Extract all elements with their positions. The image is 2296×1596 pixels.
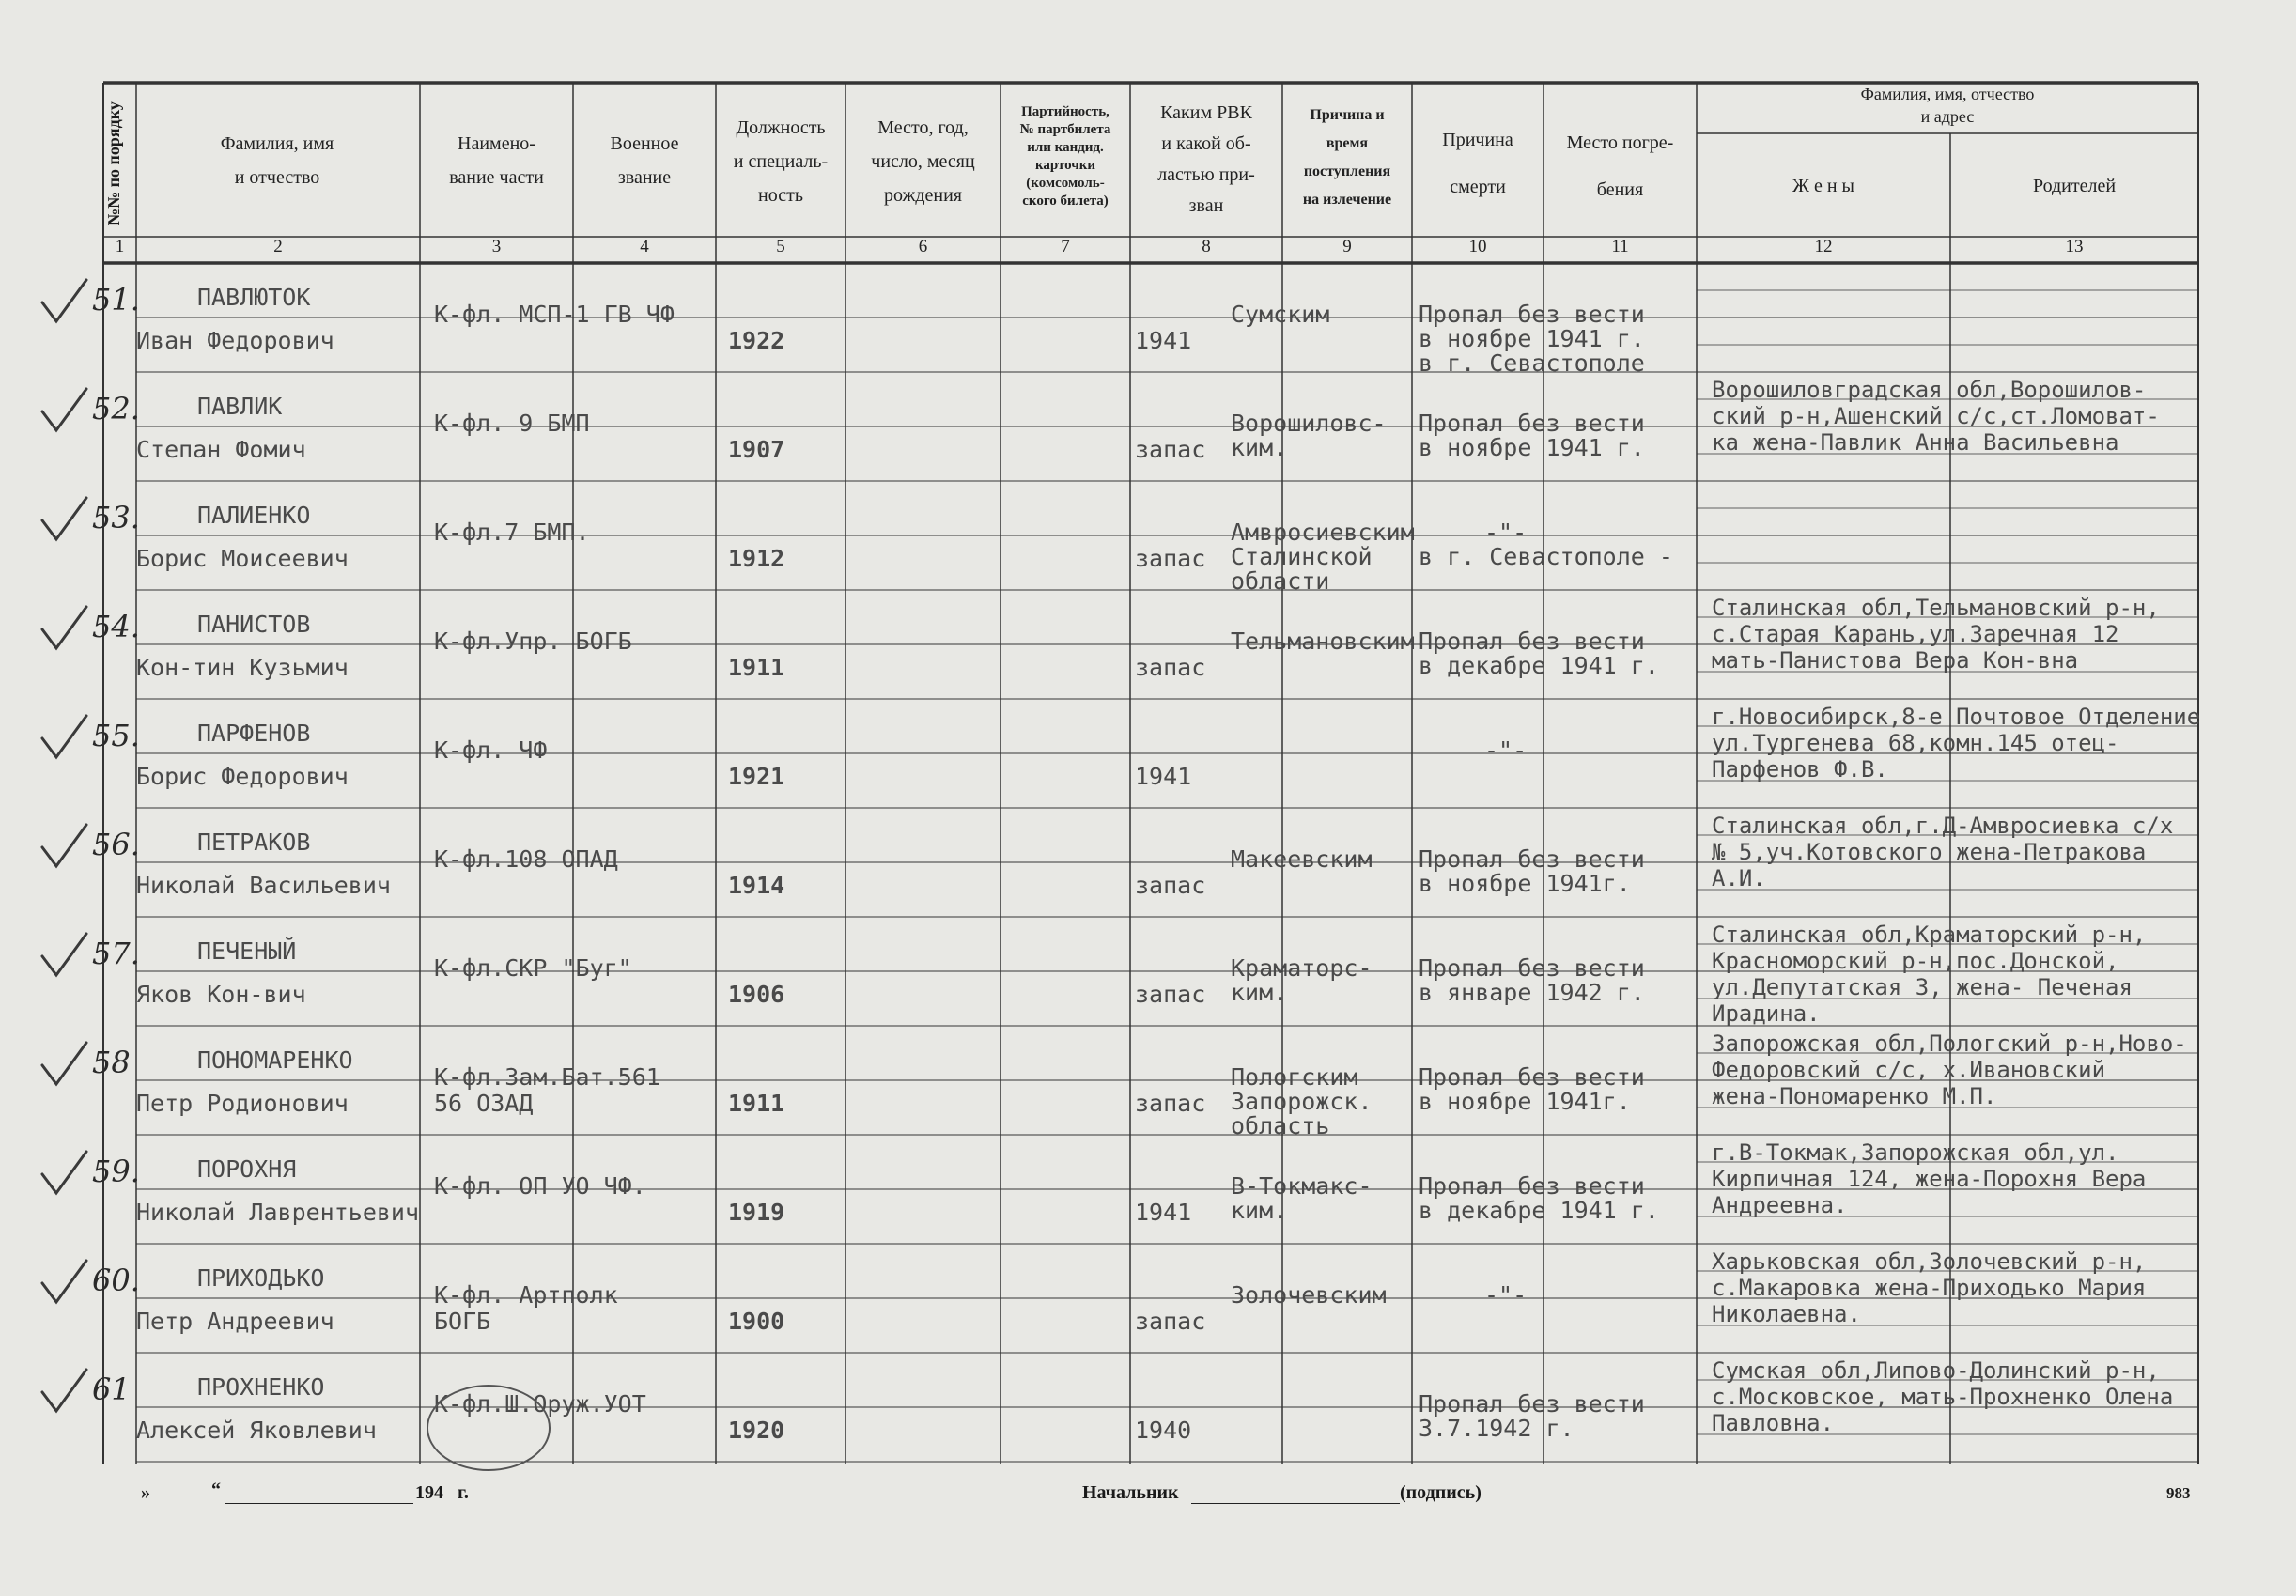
record-surname: ПОНОМАРЕНКО — [197, 1046, 353, 1074]
record-surname: ПАРФЕНОВ — [197, 720, 311, 747]
handwritten-circle — [427, 1386, 550, 1470]
record-rvk: Краматорс- — [1231, 954, 1373, 982]
record-rvk: Сумским — [1231, 301, 1330, 328]
record-number: 59. — [92, 1154, 140, 1189]
record-family-address: ский р-н,Ашенский с/с,ст.Ломоват- — [1712, 403, 2160, 429]
record-family-address: Красноморский р-н,пос.Донской, — [1712, 948, 2119, 974]
record-rvk: Тельмановским — [1231, 628, 1415, 655]
column-number: 3 — [491, 237, 502, 256]
record-death-cause: Пропал без вести — [1419, 1172, 1645, 1200]
column-number: 13 — [2065, 237, 2084, 256]
record-call-up: запас — [1135, 981, 1206, 1008]
record-given-names: Петр Родионович — [136, 1090, 349, 1117]
footer-signature-line — [1191, 1503, 1400, 1504]
record-surname: ПАВЛЮТОК — [197, 284, 311, 311]
check-mark — [42, 498, 86, 539]
record-rvk: Сталинской — [1231, 543, 1373, 570]
record-call-up: 1941 — [1135, 763, 1192, 790]
record-number: 58 — [92, 1045, 131, 1080]
record-unit: К-фл. ОП УО ЧФ. — [434, 1172, 646, 1200]
record-family-address: Андреевна. — [1712, 1192, 1848, 1218]
column-number: 6 — [918, 237, 928, 256]
record-rvk: Макеевским — [1231, 845, 1373, 873]
footer-chief-label: Начальник — [1082, 1482, 1179, 1503]
record-unit: К-фл. ЧФ — [434, 736, 548, 764]
record-unit: БОГБ — [434, 1308, 491, 1335]
header-col3: Наимено- вание части — [449, 133, 544, 188]
header-col8: Каким РВК и какой об- ластью при- зван — [1157, 102, 1255, 216]
record-death-cause: -"- — [1484, 1281, 1528, 1309]
record-death-cause: Пропал без вести — [1419, 410, 1645, 437]
header-col13: Родителей — [2032, 176, 2117, 196]
record-unit: К-фл.Зам.Бат.561 — [434, 1063, 660, 1091]
record-unit: 56 ОЗАД — [434, 1090, 534, 1117]
record-family-address: с.Старая Карань,ул.Заречная 12 — [1712, 621, 2119, 647]
record-rvk: Запорожск. — [1231, 1088, 1373, 1115]
record-family-address: Федоровский с/с, х.Ивановский — [1712, 1057, 2106, 1083]
header-col2: Фамилия, имя и отчество — [220, 133, 334, 188]
record-family-address: с.Московское, мать-Прохненко Олена — [1712, 1384, 2174, 1410]
record-surname: ПАЛИЕНКО — [197, 502, 311, 529]
record-call-up: 1941 — [1135, 1199, 1192, 1226]
record-family-address: Николаевна. — [1712, 1301, 1861, 1327]
record-death-cause: в ноябре 1941 г. — [1419, 434, 1645, 461]
record-call-up: запас — [1135, 654, 1206, 681]
record-rvk: ким. — [1231, 979, 1288, 1006]
footer-quote-left: » — [141, 1482, 150, 1503]
check-mark — [42, 716, 86, 757]
record-birth-year: 1911 — [728, 654, 785, 681]
record-number: 60. — [92, 1263, 140, 1298]
record-family-address: № 5,уч.Котовского жена-Петракова — [1712, 839, 2147, 865]
record-given-names: Алексей Яковлевич — [136, 1417, 377, 1444]
record-family-address: Сталинская обл,Тельмановский р-н, — [1712, 595, 2160, 621]
check-mark — [42, 934, 86, 975]
record-number: 55. — [92, 718, 140, 753]
record-surname: ПРОХНЕНКО — [197, 1373, 325, 1401]
check-mark — [42, 1261, 86, 1302]
column-number: 5 — [776, 237, 785, 256]
record-death-cause: Пропал без вести — [1419, 954, 1645, 982]
record-family-address: ул.Депутатская 3, жена- Печеная — [1712, 974, 2133, 1000]
record-rvk: Ворошиловс- — [1231, 410, 1387, 437]
record-number: 56. — [92, 827, 140, 862]
record-death-cause: Пропал без вести — [1419, 845, 1645, 873]
record-birth-year: 1906 — [728, 981, 785, 1008]
header-col11: Место погре- бения — [1566, 132, 1674, 200]
register-page: №№ по порядку Фамилия, имя и отчество Наимено- вание части Военное звание Должность и специаль- ность Место, год, число, месяц рождения Партийность, № партбилета или кандид. карточки (комсомоль- ского билета) Каким РВК и какой об- ластью при- зван Причина и время поступления на излечение Причина смерти Место погре- бения Фамилия, имя, отчество и адрес Ж е н ы Родителей 1 2 3 4 5 6 7 8 9 10 11 12 13 51. ПАВЛЮТОК Иван Федорович К-фл. МСП-1 ГВ ЧФ 1922 1941 Сумским Пропал без вести в ноябре 1941 г. в г. Севастополе 52. ПАВЛИК Степан Фомич К-фл. 9 БМП 1907 запас Ворошиловс- ким. Пропал без вести в ноябре 1941 г. Ворошиловградская обл,Ворошилов- ский р-н,Ашенский с/с,ст.Ломоват- ка жена-Павлик Анна Васильевна 53. ПАЛИЕНКО Борис Моисеевич К-фл.7 БМП. 1912 запас Амвросиевским Сталинской области -"- в г. Севастополе - 54. ПАНИСТОВ Кон-тин Кузьмич К-фл.Упр. БОГБ 1911 запас Тельмановским Пропал без вести в декабре 1941 г. Сталинская обл,Тельмановский р-н, с.Старая Карань,ул.Заречная 12 мать-Панистова Вера Кон-вна 55. ПАРФЕНОВ Борис Федорович К-фл. ЧФ 1921 1941 -"- г.Новосибирск,8-е Почтовое Отделение ул.Тургенева 68,комн.145 отец- Парфенов Ф.В. 56. ПЕТРАКОВ Николай Васильевич К-фл.108 ОПАД 1914 запас Макеевским Пропал без вести в ноябре 1941г. Сталинская обл,г.Д-Амвросиевка с/х № 5,уч.Котовского жена-Петракова А.И. 57. ПЕЧЕНЫЙ Яков Кон-вич К-фл.СКР "Буг" 1906 запас Краматорс- ким. Пропал без вести в январе 1942 г. Сталинская обл,Краматорский р-н, Красноморский р-н,пос.Донской, ул.Депутатская 3, жена- Печеная Ирадина. 58 ПОНОМАРЕНКО Петр Родионович К-фл.Зам.Бат.561 56 ОЗАД 1911 запас Пологским Запорожск. область Пропал без вести в ноябре 1941г. Запорожская обл,Пологский р-н,Ново- Федоровский с/с, х.Ивановский жена-Пономаренко М.П. 59. ПОРОХНЯ Николай Лаврентьевич К-фл. ОП УО ЧФ. 1919 1941 В-Токмакс- ким. Пропал без вести в декабре 1941 г. г.В-Токмак,Запорожская обл,ул. Кирпичная 124, жена-Порохня Вера Андреевна. 60. ПРИХОДЬКО Петр Андреевич К-фл. Артполк БОГБ 1900 запас Золочевским -"- Харьковская обл,Золочевский р-н, с.Макаровка жена-Приходько Мария Николаевна. 61 ПРОХНЕНКО Алексей Яковлевич К-фл.Ш.Оруж.УОТ 1920 1940 Пропал без вести 3.7.1942 г. Сумская обл,Липово-Долинский р-н, с.Московское, мать-Прохненко Олена Павловна. » “ 194 г. Начальник (подпись) 983 — [0, 0, 2296, 1596]
header-col10: Причина смерти — [1442, 130, 1513, 197]
record-birth-year: 1914 — [728, 872, 785, 899]
record-death-cause: Пропал без вести — [1419, 301, 1645, 328]
page-number: 983 — [2166, 1484, 2191, 1502]
record-surname: ПЕЧЕНЫЙ — [197, 937, 297, 965]
column-number: 4 — [640, 237, 649, 256]
check-mark — [42, 1152, 86, 1193]
record-surname: ПАВЛИК — [197, 393, 283, 420]
record-death-cause: в г. Севастополе — [1419, 349, 1645, 377]
check-mark — [42, 1370, 86, 1411]
record-birth-year: 1921 — [728, 763, 785, 790]
record-unit: К-фл. 9 БМП — [434, 410, 590, 437]
header-col4: Военное звание — [610, 133, 679, 188]
record-rvk: область — [1231, 1112, 1330, 1139]
record-birth-year: 1907 — [728, 436, 785, 463]
record-family-address: Сумская обл,Липово-Долинский р-н, — [1712, 1357, 2160, 1384]
record-family-address: Запорожская обл,Пологский р-н,Ново- — [1712, 1030, 2187, 1057]
record-family-address: А.И. — [1712, 865, 1766, 891]
record-family-address: жена-Пономаренко М.П. — [1712, 1083, 1997, 1109]
record-given-names: Николай Лаврентьевич — [136, 1199, 420, 1226]
record-number: 57. — [92, 936, 140, 971]
column-number: 12 — [1814, 237, 1833, 256]
record-death-cause: в ноябре 1941 г. — [1419, 325, 1645, 352]
record-family-address: Парфенов Ф.В. — [1712, 756, 1888, 783]
header-col6: Место, год, число, месяц рождения — [871, 117, 975, 206]
header-col5: Должность и специаль- ность — [733, 117, 829, 206]
record-surname: ПАНИСТОВ — [197, 611, 311, 638]
record-death-cause: Пропал без вести — [1419, 628, 1645, 655]
check-mark — [42, 280, 86, 321]
record-call-up: запас — [1135, 1308, 1206, 1335]
record-number: 54. — [92, 609, 140, 644]
record-birth-year: 1922 — [728, 327, 785, 354]
footer-sign-label: (подпись) — [1400, 1482, 1482, 1503]
check-mark — [42, 825, 86, 866]
record-surname: ПЕТРАКОВ — [197, 829, 311, 856]
record-family-address: мать-Панистова Вера Кон-вна — [1712, 647, 2079, 674]
record-rvk: ким. — [1231, 1197, 1288, 1224]
record-birth-year: 1919 — [728, 1199, 785, 1226]
record-death-cause: в ноябре 1941г. — [1419, 1088, 1631, 1115]
record-call-up: запас — [1135, 436, 1206, 463]
column-number: 1 — [115, 237, 125, 256]
footer-date-line — [225, 1503, 413, 1504]
record-family-address: с.Макаровка жена-Приходько Мария — [1712, 1275, 2147, 1301]
record-family-address: Сталинская обл,г.Д-Амвросиевка с/х — [1712, 813, 2174, 839]
record-birth-year: 1920 — [728, 1417, 785, 1444]
record-unit: К-фл. МСП-1 ГВ ЧФ — [434, 301, 675, 328]
record-unit: К-фл.108 ОПАД — [434, 845, 618, 873]
record-family-address: ка жена-Павлик Анна Васильевна — [1712, 429, 2119, 456]
header-col12: Ж е н ы — [1792, 176, 1854, 196]
record-death-cause: -"- — [1484, 736, 1528, 764]
record-unit: К-фл.Упр. БОГБ — [434, 628, 632, 655]
record-unit: К-фл. Артполк — [434, 1281, 618, 1309]
record-number: 52. — [92, 391, 140, 426]
check-mark — [42, 607, 86, 648]
record-death-cause: 3.7.1942 г. — [1419, 1415, 1575, 1442]
record-unit: К-фл.7 БМП. — [434, 519, 590, 546]
record-number: 61 — [92, 1371, 131, 1407]
record-death-cause: в ноябре 1941г. — [1419, 870, 1631, 897]
record-given-names: Петр Андреевич — [136, 1308, 334, 1335]
column-number: 8 — [1202, 237, 1211, 256]
record-family-address: Ворошиловградская обл,Ворошилов- — [1712, 377, 2147, 403]
record-number: 51. — [92, 282, 140, 318]
record-given-names: Яков Кон-вич — [136, 981, 306, 1008]
header-col9: Причина и время поступления на излечение — [1302, 107, 1392, 208]
record-rvk: области — [1231, 567, 1330, 595]
column-number: 11 — [1611, 237, 1629, 256]
record-family-address: Харьковская обл,Золочевский р-н, — [1712, 1248, 2147, 1275]
check-mark — [42, 389, 86, 430]
record-rvk: Пологским — [1231, 1063, 1358, 1091]
record-rvk: В-Токмакс- — [1231, 1172, 1373, 1200]
record-family-address: г.Новосибирск,8-е Почтовое Отделение — [1712, 704, 2201, 730]
record-call-up: 1940 — [1135, 1417, 1192, 1444]
record-unit: К-фл.СКР "Буг" — [434, 954, 632, 982]
record-family-address: ул.Тургенева 68,комн.145 отец- — [1712, 730, 2119, 756]
record-death-cause: в г. Севастополе - — [1419, 543, 1673, 570]
column-number: 2 — [273, 237, 283, 256]
check-mark — [42, 1043, 86, 1084]
header-group-family: Фамилия, имя, отчество и адрес — [1860, 85, 2035, 126]
record-surname: ПОРОХНЯ — [197, 1155, 297, 1183]
record-surname: ПРИХОДЬКО — [197, 1264, 325, 1292]
record-death-cause: в декабре 1941 г. — [1419, 1197, 1659, 1224]
record-family-address: Ирадина. — [1712, 1000, 1821, 1027]
record-call-up: запас — [1135, 872, 1206, 899]
column-number: 9 — [1342, 237, 1352, 256]
record-given-names: Николай Васильевич — [136, 872, 391, 899]
column-number: 7 — [1061, 237, 1070, 256]
record-given-names: Кон-тин Кузьмич — [136, 654, 349, 681]
record-given-names: Степан Фомич — [136, 436, 306, 463]
record-death-cause: -"- — [1484, 519, 1528, 546]
record-given-names: Борис Моисеевич — [136, 545, 349, 572]
header-col7: Партийность, № партбилета или кандид. карточки (комсомоль- ского билета) — [1019, 104, 1111, 209]
record-given-names: Иван Федорович — [136, 327, 334, 354]
record-family-address: г.В-Токмак,Запорожская обл,ул. — [1712, 1139, 2119, 1166]
column-number: 10 — [1468, 237, 1487, 256]
record-death-cause: в январе 1942 г. — [1419, 979, 1645, 1006]
record-death-cause: Пропал без вести — [1419, 1063, 1645, 1091]
record-given-names: Борис Федорович — [136, 763, 349, 790]
record-call-up: 1941 — [1135, 327, 1192, 354]
record-death-cause: Пропал без вести — [1419, 1390, 1645, 1418]
record-number: 53. — [92, 500, 140, 535]
record-unit: К-фл.Ш.Оруж.УОТ — [434, 1390, 646, 1418]
record-birth-year: 1911 — [728, 1090, 785, 1117]
record-rvk: Золочевским — [1231, 1281, 1387, 1309]
record-birth-year: 1912 — [728, 545, 785, 572]
record-call-up: запас — [1135, 545, 1206, 572]
record-family-address: Сталинская обл,Краматорский р-н, — [1712, 922, 2147, 948]
record-family-address: Кирпичная 124, жена-Порохня Вера — [1712, 1166, 2147, 1192]
record-rvk: Амвросиевским — [1231, 519, 1415, 546]
record-birth-year: 1900 — [728, 1308, 785, 1335]
record-rvk: ким. — [1231, 434, 1288, 461]
footer-year: 194 г. — [415, 1482, 469, 1503]
footer-quote-right: “ — [211, 1480, 221, 1500]
record-family-address: Павловна. — [1712, 1410, 1835, 1436]
record-call-up: запас — [1135, 1090, 1206, 1117]
record-death-cause: в декабре 1941 г. — [1419, 652, 1659, 679]
